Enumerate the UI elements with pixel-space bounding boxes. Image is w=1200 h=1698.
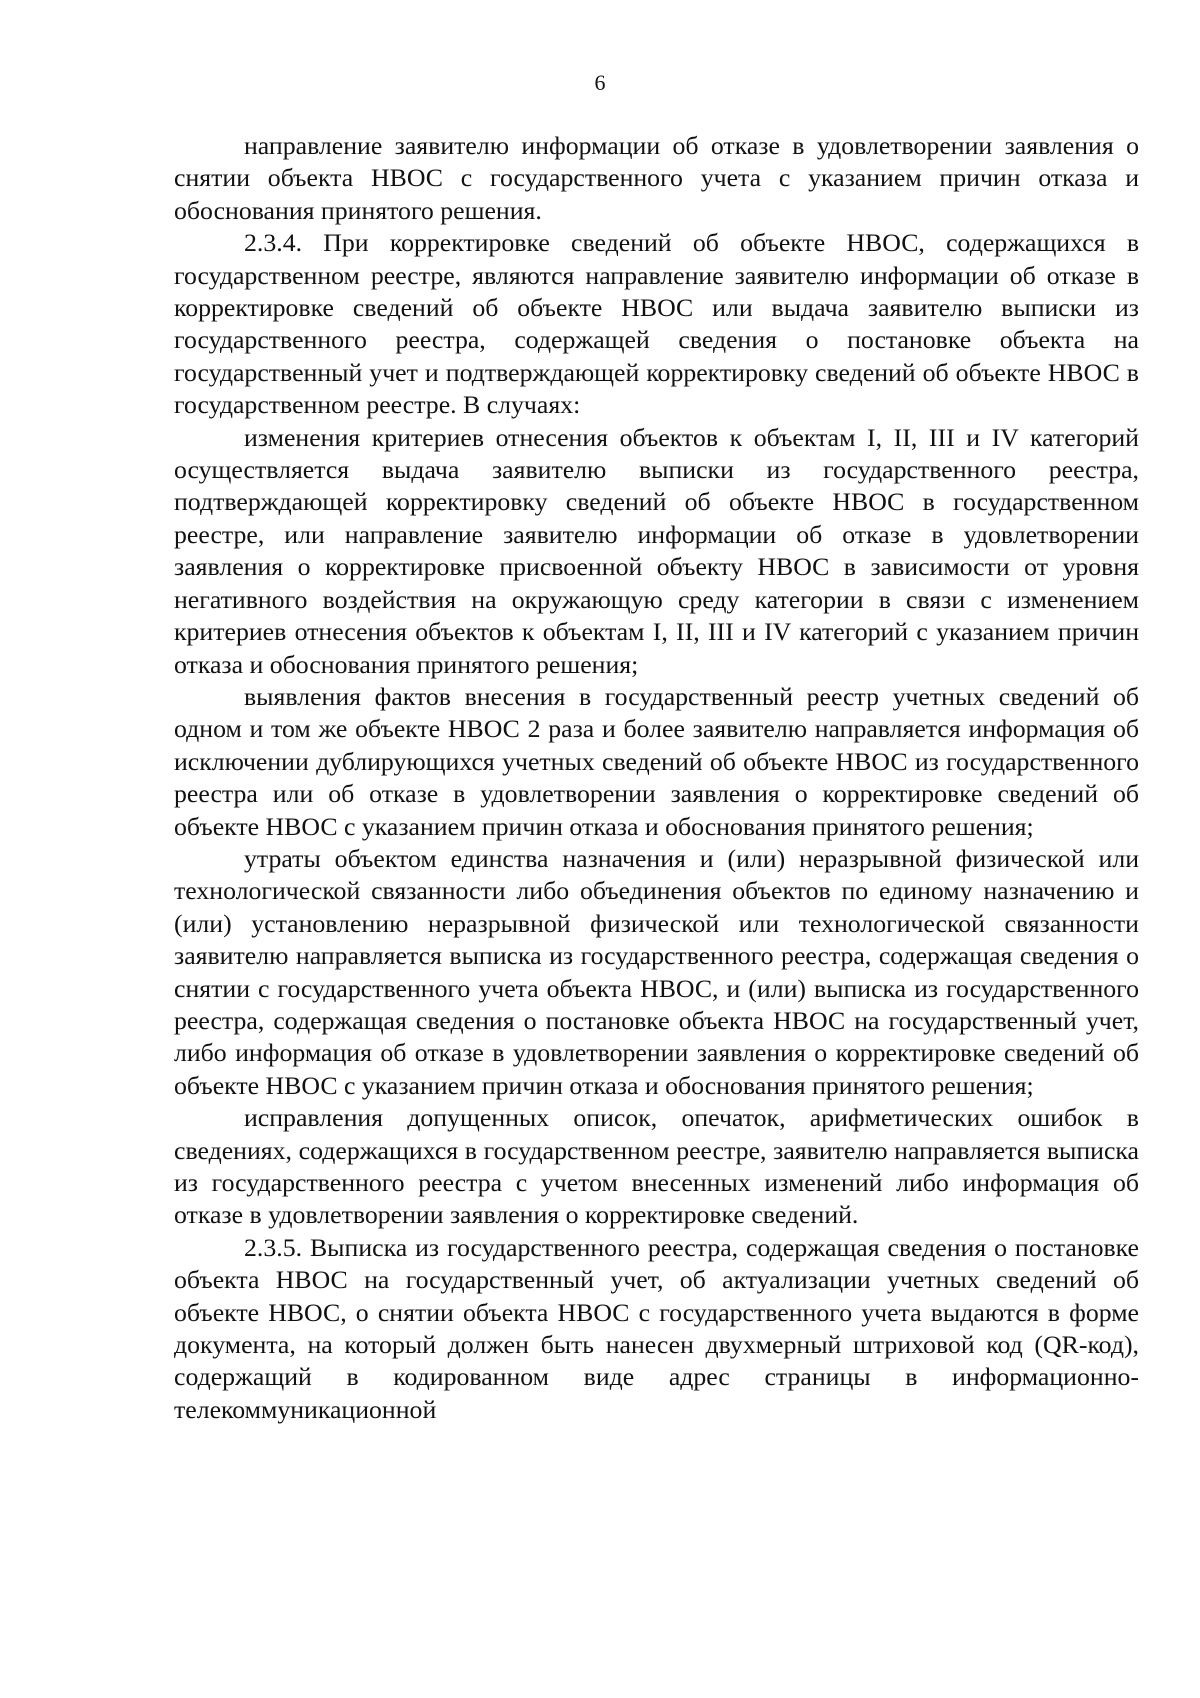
paragraph-2-3-4: 2.3.4. При корректировке сведений об объекте НВОС, содержащихся в государственном реестре, являются направление заявителю информации об отказе в корректировке сведений об объекте НВОС или выдача заявителю выписки из государственного реестра, содержащей сведения о постановке объекта на государственный учет и подтверждающей корректировку сведений об объекте НВОС в государственном реестре. В случаях: [174,228,1139,420]
paragraph-refusal-continuation: направление заявителю информации об отказе в удовлетворении заявления о снятии объекта НВОС с государственного учета с указанием причин отказа и обоснования принятого решения. [174,131,1139,225]
paragraph-typo-correction: исправления допущенных описок, опечаток, арифметических ошибок в сведениях, содержащихся в государственном реестре, заявителю направляется выписка из государственного реестра с учетом внесенных изменений либо информация об отказе в удовлетворении заявления о корректировке сведений. [174,1103,1139,1230]
paragraph-criteria-change: изменения критериев отнесения объектов к объектам I, II, III и IV категорий осуществляется выдача заявителю выписки из государственного реестра, подтверждающей корректировку сведений об объекте НВОС в государственном реестре, или направление заявителю информации об отказе в удовлетворении заявления о корректировке присвоенной объекту НВОС в зависимости от уровня негативного воздействия на окружающую среду категории в связи с изменением критериев отнесения объектов к объектам I, II, III и IV категорий с указанием причин отказа и обоснования принятого решения; [174,422,1139,679]
page-number: 6 [594,70,606,95]
document-body [174,130,1139,1426]
paragraph-loss-of-unity: утраты объектом единства назначения и (или) неразрывной физической или технологической связанности либо объединения объектов по единому назначению и (или) установлению неразрывной физической или технологической связанности заявителю направляется выписка из государственного реестра, содержащая сведения о снятии с государственного учета объекта НВОС, и (или) выписка из государственного реестра, содержащая сведения о постановке объекта НВОС на государственный учет, либо информация об отказе в удовлетворении заявления о корректировке сведений об объекте НВОС с указанием причин отказа и обоснования принятого решения; [174,843,1139,1100]
paragraph-2-3-5: 2.3.5. Выписка из государственного реестра, содержащая сведения о постановке объекта НВОС на государственный учет, об актуализации учетных сведений об объекте НВОС, о снятии объекта НВОС с государственного учета выдаются в форме документа, на который должен быть нанесен двухмерный штриховой код (QR-код), содержащий в кодированном виде адрес страницы в информационно-телекоммуникационной [174,1232,1139,1424]
paragraph-duplicate-records: выявления фактов внесения в государственный реестр учетных сведений об одном и том же объекте НВОС 2 раза и более заявителю направляется информация об исключении дублирующихся учетных сведений об объекте НВОС из государственного реестра или об отказе в удовлетворении заявления о корректировке сведений об объекте НВОС с указанием причин отказа и обоснования принятого решения; [174,681,1139,841]
